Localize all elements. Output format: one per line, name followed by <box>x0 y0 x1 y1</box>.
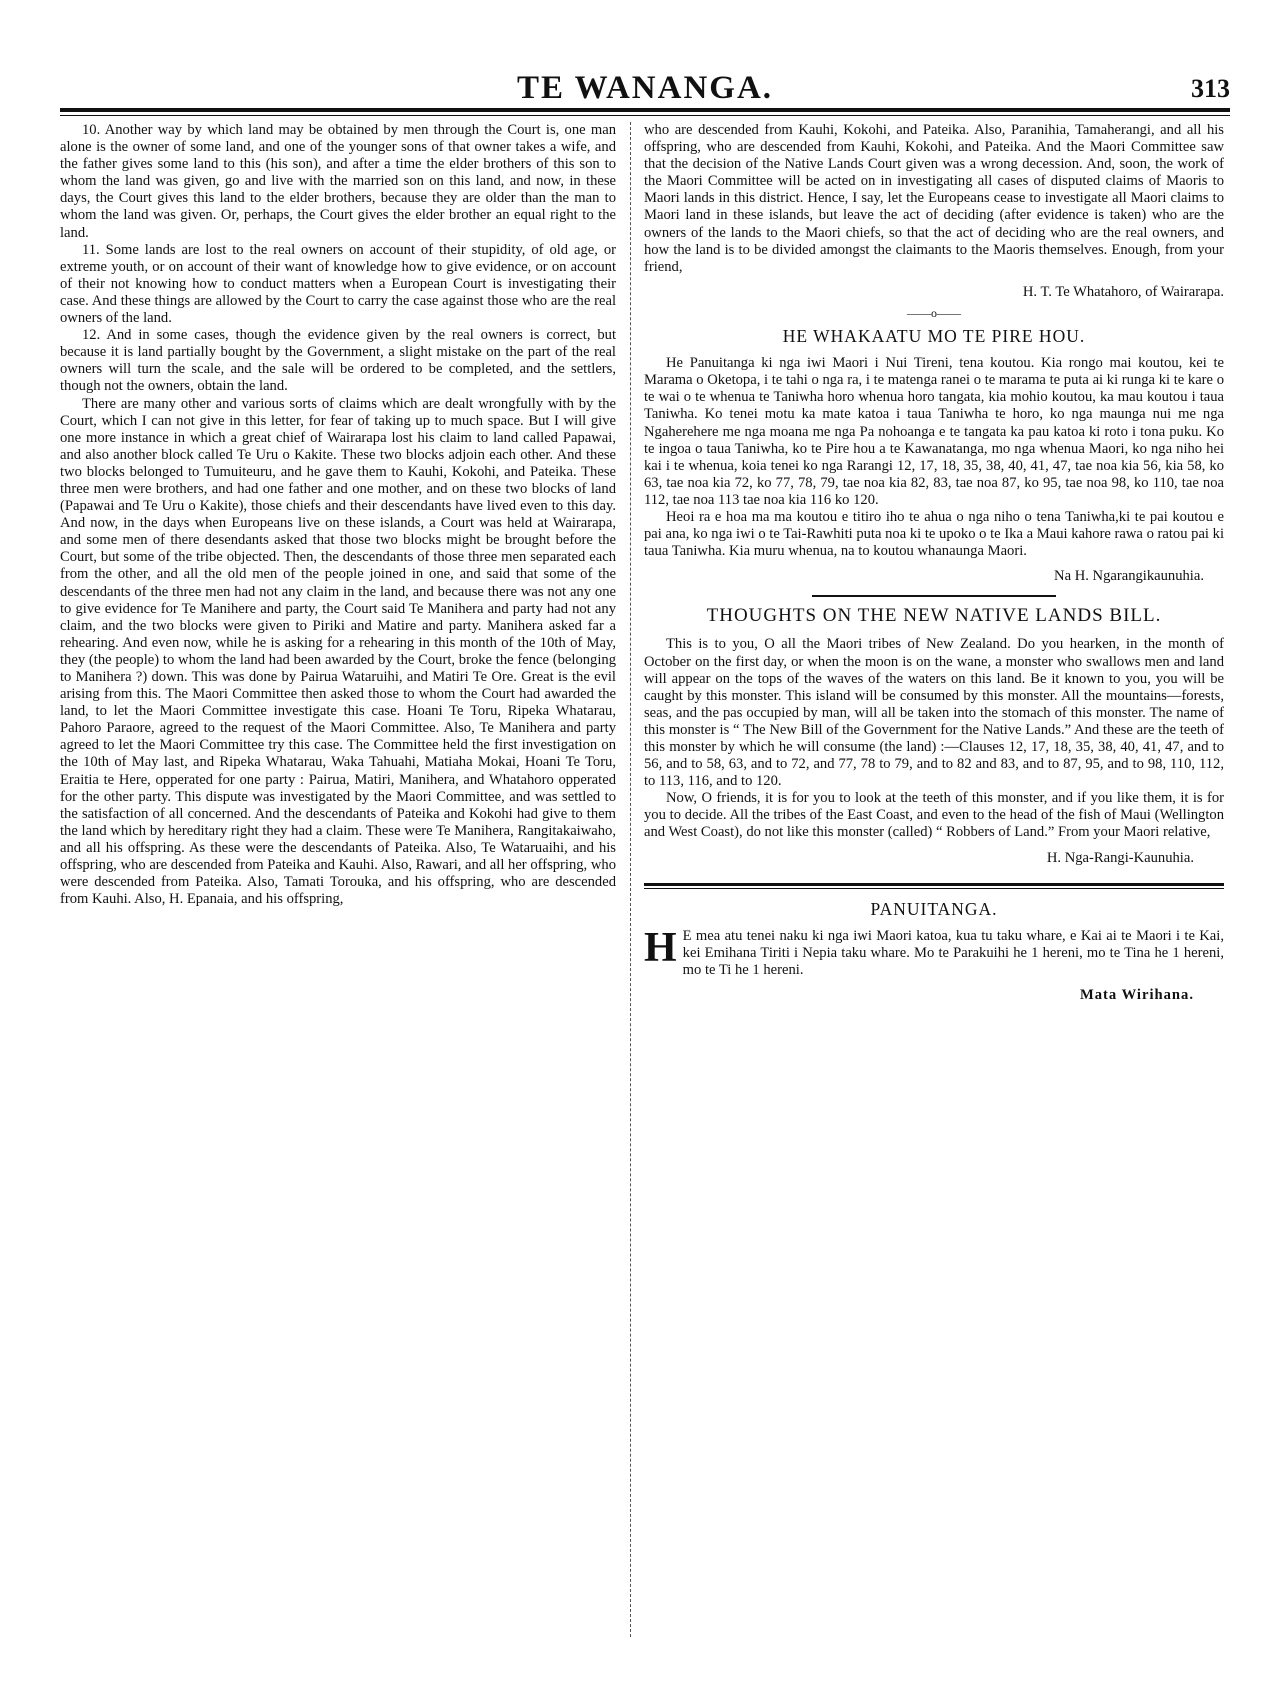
page-number: 313 <box>1191 74 1230 103</box>
notice-drop-cap: H <box>644 924 677 971</box>
small-separator: ——o—— <box>907 305 961 320</box>
paragraph-papawai-claim: There are many other and various sorts of claims which are dealt wrongfully with by the Court, which I can not give in this letter, for fear of taking up to much space. But I will give one more instance in which a great chief of Wairarapa lost his claim to land called Papawai, and also another block called Te Uru o Kakite. These two blocks adjoin each other. And these two blocks belonged to Tumuiteuru, and he gave them to Kauhi, Kokohi, and Pateika. These three men were brothers, and had one father and one mother, and on these two blocks of land (Papawai and Te Uru o Kakite), those chiefs and their descendants have lived even to this day. And now, in the days when Europeans live on these islands, a Court was held at Wairarapa, and some men of there desendants asked that those two blocks might be brought before the Court, but some of the tribe objected. Then, the descendants of those three men separated each from the other, and all the old men of the people joined in one, and said that some of the descendants of the three men had not any claim in the land, and because there was not any one to give evidence for Te Manihere and party, the Court said Te Manihera and party had not any claim, and the two blocks were given to Piriki and Matire and party. Manihera asked far a rehearing. And even now, while he is asking for a rehearing in this month of the 10th of May, they (the people) to whom the land had been awarded by the Court, broke the fence (belonging to Manihera ?) down. This was done by Pairua Wataruihi, and Matiri Te Ore. Great is the evil arising from this. The Maori Committee then asked those to whom the Court had awarded the land, to let the Maori Committee investigate this case. Hoani Te Toru, Ripeka Whatarau, Pahoro Paraore, agreed to the request of the Maori Committee. Also, Te Manihera and party agreed to let the Maori Committee try this case. The Committee held the first investigation on the 10th of May last, and Ripeka Whatarau, Waka Tahuahi, Matiaha Mokai, Hoani Te Toru, Eraitia te Here, opperated for one party : Pairua, Matiri, Manihera, and Whatahoro opperated for the other party. This dispute was investigated by the Maori Committee, and was settled to the satisfaction of all concerned. And the descendants of Pateika and Kokohi had give to them the land which by hereditary right they had a claim. These were Te Manihera, Rangitakaiwaho, and all his offspring. As these were the descendants of Pateika. Also, Te Wataruaihi, and his offspring, who are descended from Pateika and Kauhi. Also, Rawari, and all her offspring, who were descended from Pateika. Also, Tamati Torouka, and his offspring, who are descended from Kauhi. Also, H. Epanaia, and his offspring, <box>60 395 616 908</box>
notice-rule-thin <box>644 888 1224 889</box>
notice-signature: Mata Wirihana. <box>1079 987 1194 1004</box>
english-article-heading: THOUGHTS ON THE NEW NATIVE LANDS BILL. <box>706 605 1162 627</box>
left-column <box>60 122 616 908</box>
paragraph-10: 10. Another way by which land may be obtained by men through the Court is, one man alone is the owner of some land, and one of the younger sons of that owner takes a wife, and the father gives some land to this (his son), and after a time the elder brothers of this son to whom the land was given, go and live with the married son on this land, and now, in these days, the Court gives this land to the elder brothers, because they are older than the man to whom the land was given. Or, perhaps, the Court gives the elder brother an equal right to the land. <box>60 122 616 241</box>
notice-text: E mea atu tenei naku ki nga iwi Maori katoa, kua tu taku whare, e Kai ai te Maori i te Kai, kei Emihana Tiriti i Nepia taku whare. Mo te Parakuihi he 1 hereni, mo te Tina he 1 hereni, mo te Ti he 1 hereni. <box>682 927 1224 978</box>
maori-article-paragraph: Heoi ra e hoa ma ma koutou e titiro iho te ahua o nga niho o tena Taniwha,ki te pai koutou e pai ana, ko nga iwi o te Tai-Rawhiti puta noa ki te upoko o te Ika a Maui kahore rawa o ratou pai ki taua Taniwha. Kia muru whenua, na to koutou whanaunga Maori. <box>644 508 1224 560</box>
header-rule-thin <box>60 115 1230 116</box>
header-rule-thick <box>60 108 1230 112</box>
maori-article-paragraph: He Panuitanga ki nga iwi Maori i Nui Tireni, tena koutou. Kia rongo mai koutou, kei te Marama o Oketopa, i te tahi o nga ra, i te matenga ranei o te marama te puta ai ki runga ki te kare o te wai o te whenua te Taniwha horo whenua horo tangata, kia mohio koutou, ka mau koutou i taua Taniwha. Ko tenei motu ka mate katoa i taua Taniwha te horo, ko nga maunga nui me nga Ngaherehere me nga moana me nga Pa nohoanga e te tangata ka pau katoa ki roto i tona puku. Ko te ingoa o taua Taniwha, ko te Pire hou a te Kawanatanga, mo nga whenua Maori, ko nga niho hei kai i te whenua, koia tenei ko nga Rarangi 12, 17, 18, 35, 38, 40, 41, 47, tae noa kia 56, kia 58, ko 63, tae noa kia 72, ko 77, 78, 79, tae noa kia 82, 83, tae noa 87, ko 95, tae noa 98, ko 110, tae noa 112, tae noa 113 tae noa kia 116 ko 120. <box>644 355 1224 508</box>
paragraph-11: 11. Some lands are lost to the real owners on account of their stupidity, of old age, or extreme youth, or on account of their want of knowledge how to give evidence, or on account of their not knowing how to conduct matters when a European Court is investigating their case. And these things are allowed by the Court to carry the case against those who are the real owners of the land. <box>60 241 616 327</box>
english-article-paragraph: Now, O friends, it is for you to look at the teeth of this monster, and if you like them, it is for you to decide. All the tribes of the East Coast, and even to the head of the fish of Maui (Wellington and West Coast), do not like this monster (called) “ Robbers of Land.” From your Maori relative, <box>644 790 1224 841</box>
notice-heading: PANUITANGA. <box>870 898 998 919</box>
paragraph-12: 12. And in some cases, though the evidence given by the real owners is correct, but because it is land partially bought by the Government, a slight mistake on the part of the real owners will turn the scale, and the sale will be ordered to be completed, and the settlers, though not the owners, obtain the land. <box>60 327 616 395</box>
masthead <box>60 70 1230 108</box>
column-divider <box>630 122 631 1637</box>
notice-rule-thick <box>644 883 1224 886</box>
right-column <box>644 122 1224 1004</box>
letter-signature: H. T. Te Whatahoro, of Wairarapa. <box>1022 283 1224 300</box>
maori-article-signature: Na H. Ngarangikaunuhia. <box>1054 568 1204 585</box>
letter-continuation: who are descended from Kauhi, Kokohi, and Pateika. Also, Paranihia, Tamaherangi, and all his offspring, who are descended from Kauhi, Kokohi, and Pateika. And the Maori Committee saw that the decision of the Native Lands Court given was a wrong decession. And, soon, the work of the Maori Committee will be acted on in investigating all cases of disputed claims of Maoris to Maori lands in this district. Hence, I say, let the Europeans cease to investigate all Maori claims to Maori land in these islands, but leave the act of deciding (after evidence is taken) who are the owners of the lands to the Maori chiefs, so that the act of deciding who are the real owners, and how the land is to be divided amongst the claimants to the Maoris themselves. Enough, from your friend, <box>644 122 1224 275</box>
publication-title: TE WANANGA. <box>516 70 774 106</box>
english-article-signature: H. Nga-Rangi-Kaunuhia. <box>1046 849 1194 866</box>
newspaper-page <box>60 70 1230 1650</box>
english-article-paragraph: This is to you, O all the Maori tribes of New Zealand. Do you hearken, in the month of October on the first day, or when the moon is on the wane, a monster who swallows men and land will appear on the tops of the waves of the waters on this land. Be it known to you, you will be caught by this monster. This island will be consumed by this monster. All the mountains—forests, seas, and the pas occupied by man, will all be taken into the stomach of this monster. The name of this monster is “ The New Bill of the Government for the Native Lands.” And these are the teeth of this monster by which he will consume (the land) :—Clauses 12, 17, 18, 35, 38, 40, 41, 47, and to 56, and to 58, 63, and to 72, and 77, 78 to 79, and to 82 and 83, and to 87, 95, and to 98, 110, 112, to 113, 116, and to 120. <box>644 636 1224 790</box>
notice-body <box>644 924 1224 979</box>
article-separator <box>812 595 1056 597</box>
maori-article-heading: HE WHAKAATU MO TE PIRE HOU. <box>782 326 1086 347</box>
columns <box>60 122 1230 1642</box>
